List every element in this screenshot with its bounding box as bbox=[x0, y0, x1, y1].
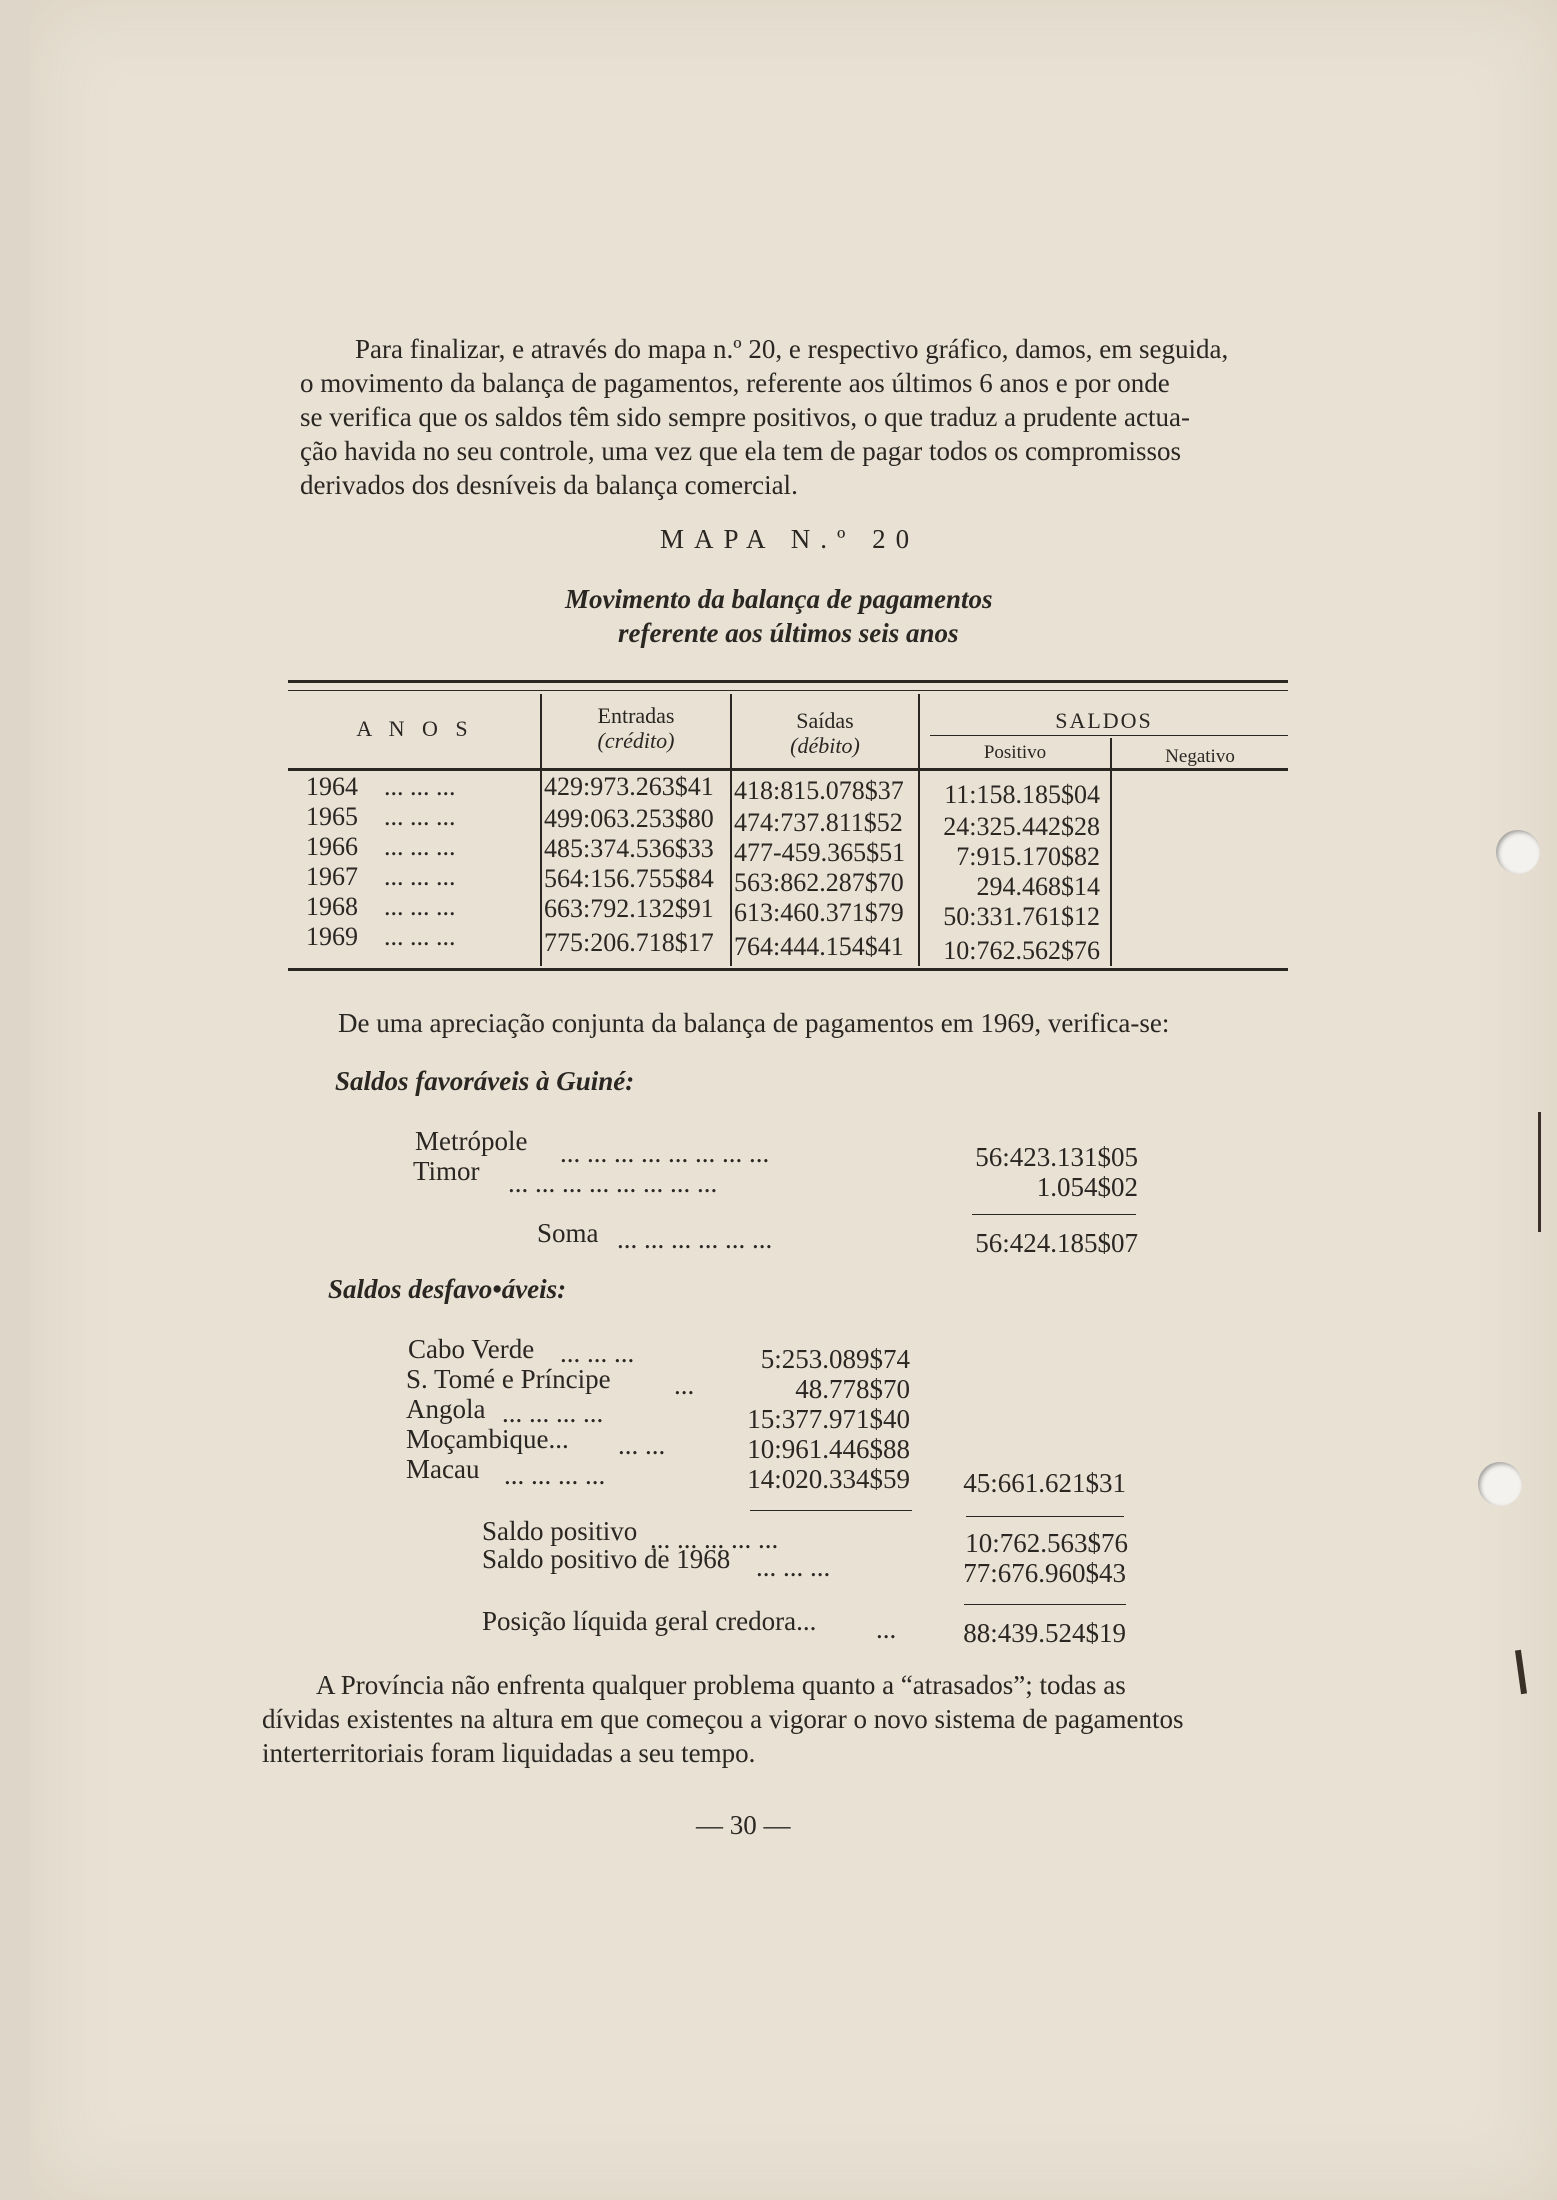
page-edge bbox=[0, 0, 31, 2200]
row-1967-saidas: 563:862.287$70 bbox=[734, 868, 904, 897]
intro-line-5: derivados dos desníveis da balança comercial. bbox=[300, 470, 798, 500]
desfavoraveis-sum-rule bbox=[750, 1510, 912, 1511]
posicao-sum-rule bbox=[964, 1604, 1126, 1605]
desfavoraveis-label-2: S. Tomé e Príncipe bbox=[406, 1364, 611, 1394]
closing-line-3: interterritoriais foram liquidadas a seu tempo. bbox=[262, 1738, 756, 1768]
row-1965-saidas: 474:737.811$52 bbox=[734, 808, 903, 837]
row-1965-dots: ... ... ... bbox=[384, 802, 456, 831]
table-header-rule bbox=[288, 768, 1288, 771]
row-1968-positivo: 50:331.761$12 bbox=[943, 902, 1100, 931]
header-saidas: Saídas bbox=[796, 708, 854, 733]
row-1968-dots: ... ... ... bbox=[384, 892, 456, 921]
saldo-positivo-label: Saldo positivo bbox=[482, 1516, 638, 1546]
row-1964-positivo: 11:158.185$04 bbox=[944, 780, 1100, 809]
binder-hole-bottom bbox=[1478, 1462, 1522, 1506]
map-subtitle-1: Movimento da balança de pagamentos bbox=[565, 584, 993, 614]
row-1966-positivo: 7:915.170$82 bbox=[956, 842, 1100, 871]
desfavoraveis-label-1: Cabo Verde bbox=[408, 1334, 535, 1364]
row-1966-year: 1966 bbox=[306, 832, 358, 861]
row-1966-dots: ... ... ... bbox=[384, 832, 456, 861]
favoraveis-dots-2: ... ... ... ... ... ... ... ... bbox=[508, 1168, 718, 1198]
table-top-rule bbox=[288, 680, 1288, 683]
staple-mark bbox=[1538, 1112, 1541, 1232]
favoraveis-label-2: Timor bbox=[413, 1156, 480, 1186]
total-sum-rule bbox=[966, 1516, 1124, 1517]
desfavoraveis-heading: Saldos desfavo•áveis: bbox=[328, 1274, 567, 1304]
row-1965-entradas: 499:063.253$80 bbox=[544, 804, 714, 833]
desfavoraveis-value-2: 48.778$70 bbox=[795, 1374, 910, 1404]
row-1966-entradas: 485:374.536$33 bbox=[544, 834, 714, 863]
desfavoraveis-label-5: Macau bbox=[406, 1454, 480, 1484]
desfavoraveis-label-3: Angola bbox=[406, 1394, 486, 1424]
saldo-1968-dots: ... ... ... bbox=[756, 1552, 831, 1582]
col-divider-4 bbox=[1110, 738, 1112, 966]
desfavoraveis-value-1: 5:253.089$74 bbox=[760, 1344, 910, 1374]
row-1969-positivo: 10:762.562$76 bbox=[943, 936, 1100, 965]
intro-line-3: se verifica que os saldos têm sido sempre positivos, o que traduz a prudente actua- bbox=[300, 402, 1190, 432]
favoraveis-value-1: 56:423.131$05 bbox=[975, 1142, 1138, 1172]
posicao-value: 88:439.524$19 bbox=[963, 1618, 1126, 1648]
map-title: MAPA N.º 20 bbox=[660, 524, 920, 554]
saldo-positivo-dots: ... ... ... ... ... bbox=[650, 1524, 779, 1554]
posicao-label: Posição líquida geral credora... bbox=[482, 1606, 817, 1636]
closing-line-2: dívidas existentes na altura em que começou a vigorar o novo sistema de pagamentos bbox=[262, 1704, 1184, 1734]
desfavoraveis-label-4: Moçambique... bbox=[406, 1424, 569, 1454]
desfavoraveis-dots-4: ... ... bbox=[618, 1430, 666, 1460]
favoraveis-label-1: Metrópole bbox=[415, 1126, 528, 1156]
desfavoraveis-dots-3: ... ... ... ... bbox=[502, 1398, 604, 1428]
header-saidas-sub: (débito) bbox=[790, 733, 860, 758]
row-1964-dots: ... ... ... bbox=[384, 772, 456, 801]
intro-line-1: Para finalizar, e através do mapa n.º 20, e respectivo gráfico, damos, em seguida, bbox=[355, 334, 1229, 364]
favoraveis-value-2: 1.054$02 bbox=[1036, 1172, 1138, 1202]
row-1967-dots: ... ... ... bbox=[384, 862, 456, 891]
header-entradas-sub: (crédito) bbox=[597, 728, 675, 753]
map-subtitle-2: referente aos últimos seis anos bbox=[618, 618, 959, 648]
row-1969-entradas: 775:206.718$17 bbox=[544, 928, 714, 957]
intro-line-2: o movimento da balança de pagamentos, referente aos últimos 6 anos e por onde bbox=[300, 368, 1170, 398]
document-page bbox=[30, 0, 1557, 2200]
posicao-dots: ... bbox=[876, 1614, 897, 1644]
row-1967-entradas: 564:156.755$84 bbox=[544, 864, 714, 893]
desfavoraveis-value-4: 10:961.446$88 bbox=[747, 1434, 910, 1464]
row-1969-saidas: 764:444.154$41 bbox=[734, 932, 904, 961]
header-anos: A N O S bbox=[356, 716, 474, 741]
saldo-1968-value: 77:676.960$43 bbox=[963, 1558, 1126, 1588]
row-1964-year: 1964 bbox=[306, 772, 358, 801]
row-1969-year: 1969 bbox=[306, 922, 358, 951]
row-1964-entradas: 429:973.263$41 bbox=[544, 772, 714, 801]
row-1968-year: 1968 bbox=[306, 892, 358, 921]
saldo-positivo-value: 10:762.563$76 bbox=[965, 1528, 1128, 1558]
desfavoraveis-dots-2: ... bbox=[674, 1370, 695, 1400]
apreciacao-text: De uma apreciação conjunta da balança de pagamentos em 1969, verifica-se: bbox=[338, 1008, 1170, 1038]
soma-value: 56:424.185$07 bbox=[975, 1228, 1138, 1258]
table-bottom-rule bbox=[288, 968, 1288, 971]
desfavoraveis-dots-1: ... ... ... bbox=[560, 1338, 635, 1368]
row-1965-positivo: 24:325.442$28 bbox=[943, 812, 1100, 841]
desfavoraveis-value-3: 15:377.971$40 bbox=[747, 1404, 910, 1434]
favoraveis-sum-rule bbox=[972, 1214, 1136, 1215]
saldos-subrule bbox=[930, 735, 1288, 736]
row-1968-saidas: 613:460.371$79 bbox=[734, 898, 904, 927]
header-negativo: Negativo bbox=[1165, 746, 1235, 767]
intro-line-4: ção havida no seu controle, uma vez que ela tem de pagar todos os compromissos bbox=[300, 436, 1181, 466]
row-1967-positivo: 294.468$14 bbox=[976, 872, 1100, 901]
row-1969-dots: ... ... ... bbox=[384, 922, 456, 951]
header-saldos: SALDOS bbox=[1055, 708, 1153, 733]
row-1964-saidas: 418:815.078$37 bbox=[734, 776, 904, 805]
table-top-rule-2 bbox=[288, 690, 1288, 691]
page-number: — 30 — bbox=[696, 1810, 791, 1840]
desfavoraveis-dots-5: ... ... ... ... bbox=[504, 1460, 606, 1490]
header-entradas: Entradas bbox=[597, 703, 675, 728]
soma-dots: ... ... ... ... ... ... bbox=[617, 1224, 773, 1254]
desfavoraveis-total: 45:661.621$31 bbox=[963, 1468, 1126, 1498]
soma-label: Soma bbox=[537, 1218, 599, 1248]
row-1967-year: 1967 bbox=[306, 862, 358, 891]
row-1965-year: 1965 bbox=[306, 802, 358, 831]
favoraveis-dots-1: ... ... ... ... ... ... ... ... bbox=[560, 1138, 770, 1168]
header-positivo: Positivo bbox=[983, 742, 1047, 763]
row-1968-entradas: 663:792.132$91 bbox=[544, 894, 714, 923]
desfavoraveis-value-5: 14:020.334$59 bbox=[747, 1464, 910, 1494]
favoraveis-heading: Saldos favoráveis à Guiné: bbox=[335, 1066, 635, 1096]
closing-line-1: A Província não enfrenta qualquer problema quanto a “atrasados”; todas as bbox=[316, 1670, 1126, 1700]
saldo-1968-label: Saldo positivo de 1968 bbox=[482, 1544, 731, 1574]
row-1966-saidas: 477-459.365$51 bbox=[734, 838, 906, 867]
binder-hole-top bbox=[1496, 830, 1540, 874]
